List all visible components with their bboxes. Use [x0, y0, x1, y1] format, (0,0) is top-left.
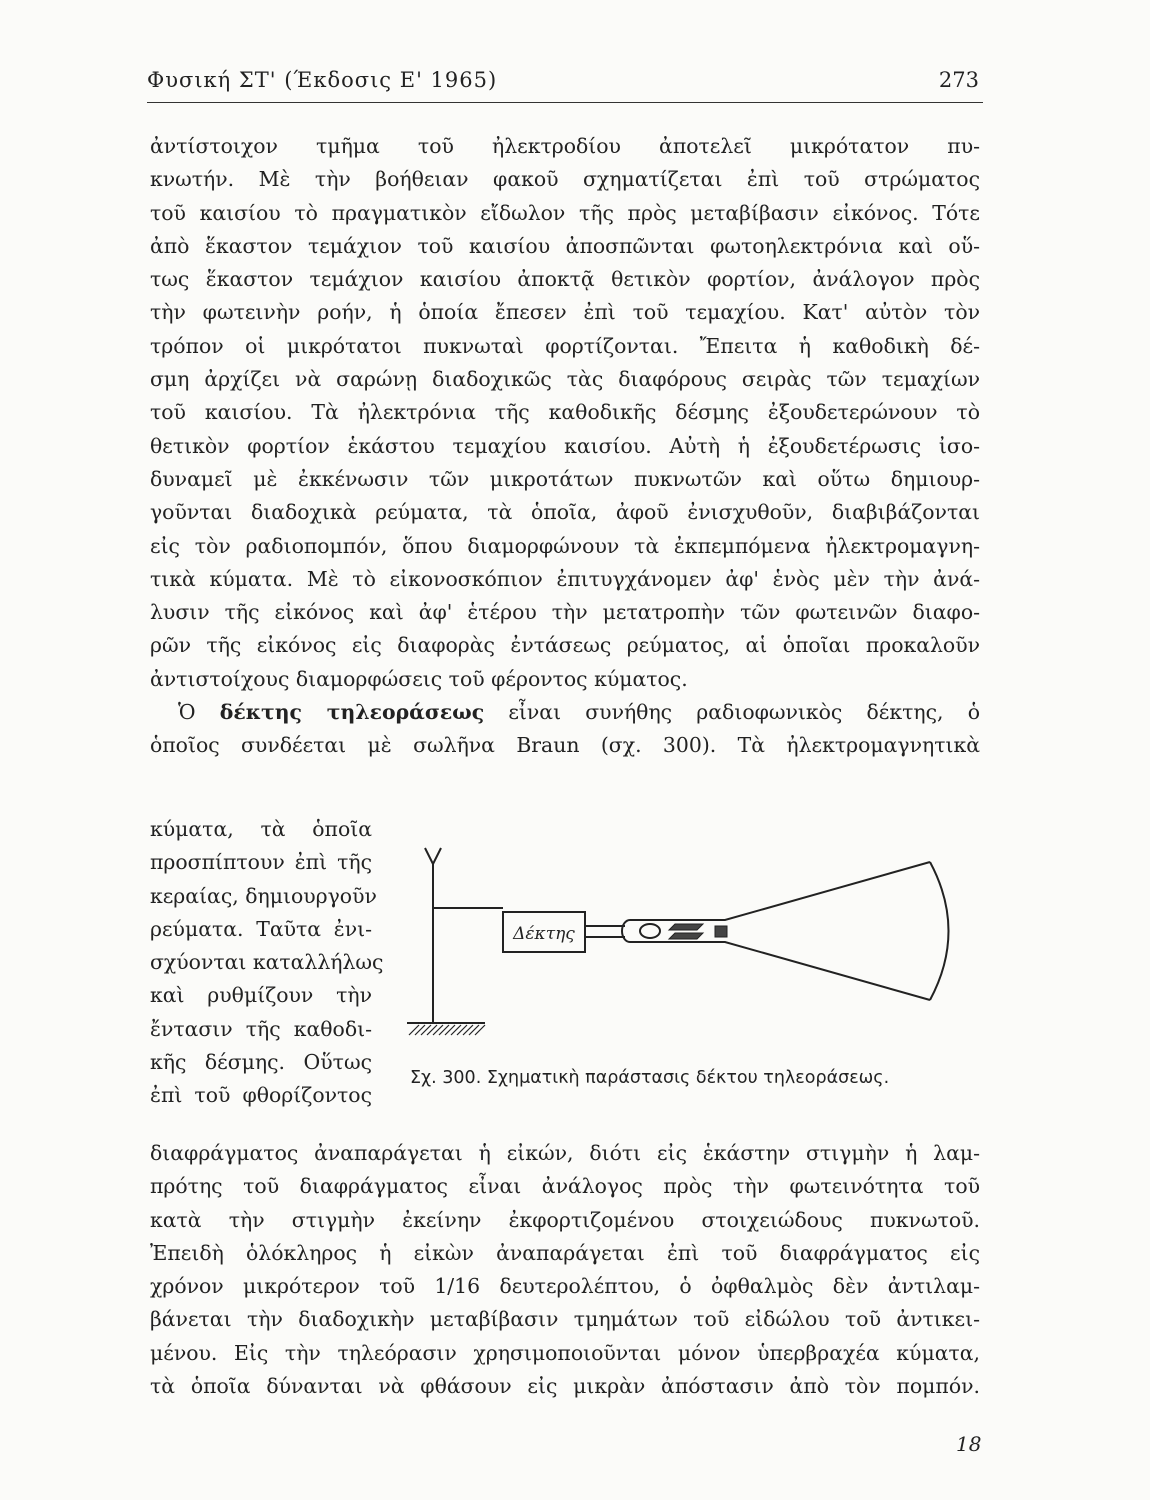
text-line: λυσιν τῆς εἰκόνος καὶ ἀφ' ἑτέρου τὴν μετατροπὴν τῶν φωτεινῶν διαφο- — [150, 600, 980, 625]
text-line: ἐπὶ τοῦ φθορίζοντος — [150, 1083, 372, 1108]
paragraph-2-line-1: Ὁ δέκτης τηλεοράσεως εἶναι συνήθης ραδιοφωνικὸς δέκτης, ὁ — [178, 700, 980, 725]
page-number: 273 — [938, 68, 979, 92]
paragraph-2-line-2: ὁποῖος συνδέεται μὲ σωλῆνα Braun (σχ. 300). Τὰ ἠλεκτρομαγνητικὰ — [150, 733, 980, 758]
text-line: ἀντιστοίχους διαμορφώσεις τοῦ φέροντος κύματος. — [150, 666, 688, 691]
figure-caption: Σχ. 300. Σχηματικὴ παράστασις δέκτου τηλεοράσεως. — [410, 1068, 890, 1088]
ground-icon — [407, 1023, 485, 1035]
text-line: θετικὸν φορτίον ἑκάστου τεμαχίου καισίου. Αὐτὴ ἡ ἐξουδετέρωσις ἰσο- — [150, 433, 980, 458]
paragraph-1 — [150, 130, 980, 763]
text-line: σχύονται καταλλήλως — [150, 950, 384, 975]
tv-receiver-diagram — [385, 840, 980, 1040]
text-line: μένου. Εἰς τὴν τηλεόρασιν χρησιμοποιοῦνται μόνον ὑπερβραχέα κύματα, — [150, 1340, 980, 1365]
text-line: τρόπον οἱ μικρότατοι πυκνωταὶ φορτίζονται. Ἔπειτα ἡ καθοδικὴ δέ- — [150, 333, 980, 358]
term-tv-receiver: δέκτης τηλεοράσεως — [219, 700, 485, 725]
text-line: εἰς τὸν ραδιοπομπόν, ὅπου διαμορφώνουν τὰ ἐκπεμπόμενα ἠλεκτρομαγνη- — [150, 533, 980, 558]
text-line: τικὰ κύματα. Μὲ τὸ εἰκονοσκόπιον ἐπιτυγχάνομεν ἀφ' ἑνὸς μὲν τὴν ἀνά- — [150, 566, 980, 591]
paragraph-3 — [150, 1137, 980, 1403]
text-line: προσπίπτουν ἐπὶ τῆς — [150, 850, 372, 875]
text-line: κνωτήν. Μὲ τὴν βοήθειαν φακοῦ σχηματίζεται ἐπὶ τοῦ στρώματος — [150, 167, 980, 192]
text-line: κῆς δέσμης. Οὕτως — [150, 1050, 372, 1075]
text-line: κεραίας, δημιουργοῦν — [150, 883, 377, 908]
text-line: ρεύματα. Ταῦτα ἐνι- — [150, 916, 372, 941]
running-title: Φυσική ΣΤ' (Έκδοσις Ε' 1965) — [147, 68, 498, 92]
text-line: τοῦ καισίου τὸ πραγματικὸν εἴδωλον τῆς πρὸς μεταβίβασιν εἰκόνος. Τότε — [150, 200, 980, 225]
text-line: Ἐπειδὴ ὁλόκληρος ἡ εἰκὼν ἀναπαράγεται ἐπὶ τοῦ διαφράγματος εἰς — [150, 1240, 980, 1265]
text-line: ρῶν τῆς εἰκόνος εἰς διαφορὰς ἐντάσεως ρεύματος, αἱ ὁποῖαι προκαλοῦν — [150, 633, 980, 658]
text-line: πρότης τοῦ διαφράγματος εἶναι ἀνάλογος πρὸς τὴν φωτεινότητα τοῦ — [150, 1174, 980, 1199]
text-line: κατὰ τὴν στιγμὴν ἐκείνην ἐκφορτιζομένου στοιχειώδους πυκνωτοῦ. — [150, 1207, 980, 1232]
text-line: διαφράγματος ἀναπαράγεται ἡ εἰκών, διότι εἰς ἑκάστην στιγμὴν ἡ λαμ- — [150, 1141, 980, 1165]
text-line: δυναμεῖ μὲ ἐκκένωσιν τῶν μικροτάτων πυκνωτῶν καὶ οὕτω δημιουρ- — [150, 466, 980, 491]
text-line: τοῦ καισίου. Τὰ ἠλεκτρόνια τῆς καθοδικῆς δέσμης ἐξουδετερώνουν τὸ — [150, 400, 980, 425]
text-line: χρόνον μικρότερον τοῦ 1/16 δευτερολέπτου, ὁ ὀφθαλμὸς δὲν ἀντιλαμ- — [150, 1274, 980, 1299]
text-line: ἔντασιν τῆς καθοδι- — [150, 1016, 372, 1041]
fluorescent-screen — [930, 862, 949, 1000]
running-header — [147, 68, 983, 102]
text-line: βάνεται τὴν διαδοχικὴν μεταβίβασιν τμημάτων τοῦ εἰδώλου τοῦ ἀντικει- — [150, 1307, 980, 1332]
antenna-icon — [425, 848, 441, 864]
text-line: τὰ ὁποῖα δύνανται νὰ φθάσουν εἰς μικρὰν ἀπόστασιν ἀπὸ τὸν πομπόν. — [150, 1374, 980, 1399]
text-line: σμη ἀρχίζει νὰ σαρώνῃ διαδοχικῶς τὰς διαφόρους σειρὰς τῶν τεμαχίων — [150, 367, 980, 392]
receiver-label: Δέκτης — [513, 924, 575, 944]
signature-mark: 18 — [956, 1432, 982, 1456]
text-line: τὴν φωτεινὴν ροήν, ἡ ὁποία ἔπεσεν ἐπὶ τοῦ τεμαχίου. Κατ' αὐτὸν τὸν — [150, 300, 980, 325]
text-line: ἀντίστοιχον τμῆμα τοῦ ἠλεκτροδίου ἀποτελεῖ μικρότατον πυ- — [150, 134, 980, 158]
wrapped-text — [150, 813, 384, 1113]
text-line: καὶ ρυθμίζουν τὴν — [150, 983, 372, 1008]
electron-gun-block — [715, 926, 727, 937]
text-line: τως ἕκαστον τεμάχιον καισίου ἀποκτᾷ θετικὸν φορτίον, ἀνάλογον πρὸς — [150, 267, 980, 292]
text-line: γοῦνται διαδοχικὰ ρεύματα, τὰ ὁποῖα, ἀφοῦ ἐνισχυθοῦν, διαβιβάζονται — [150, 500, 980, 525]
text-line: ἀπὸ ἕκαστον τεμάχιον τοῦ καισίου ἀποσπῶνται φωτοηλεκτρόνια καὶ οὕ- — [150, 233, 980, 258]
text-line: κύματα, τὰ ὁποῖα — [150, 817, 372, 841]
header-rule — [147, 102, 983, 103]
